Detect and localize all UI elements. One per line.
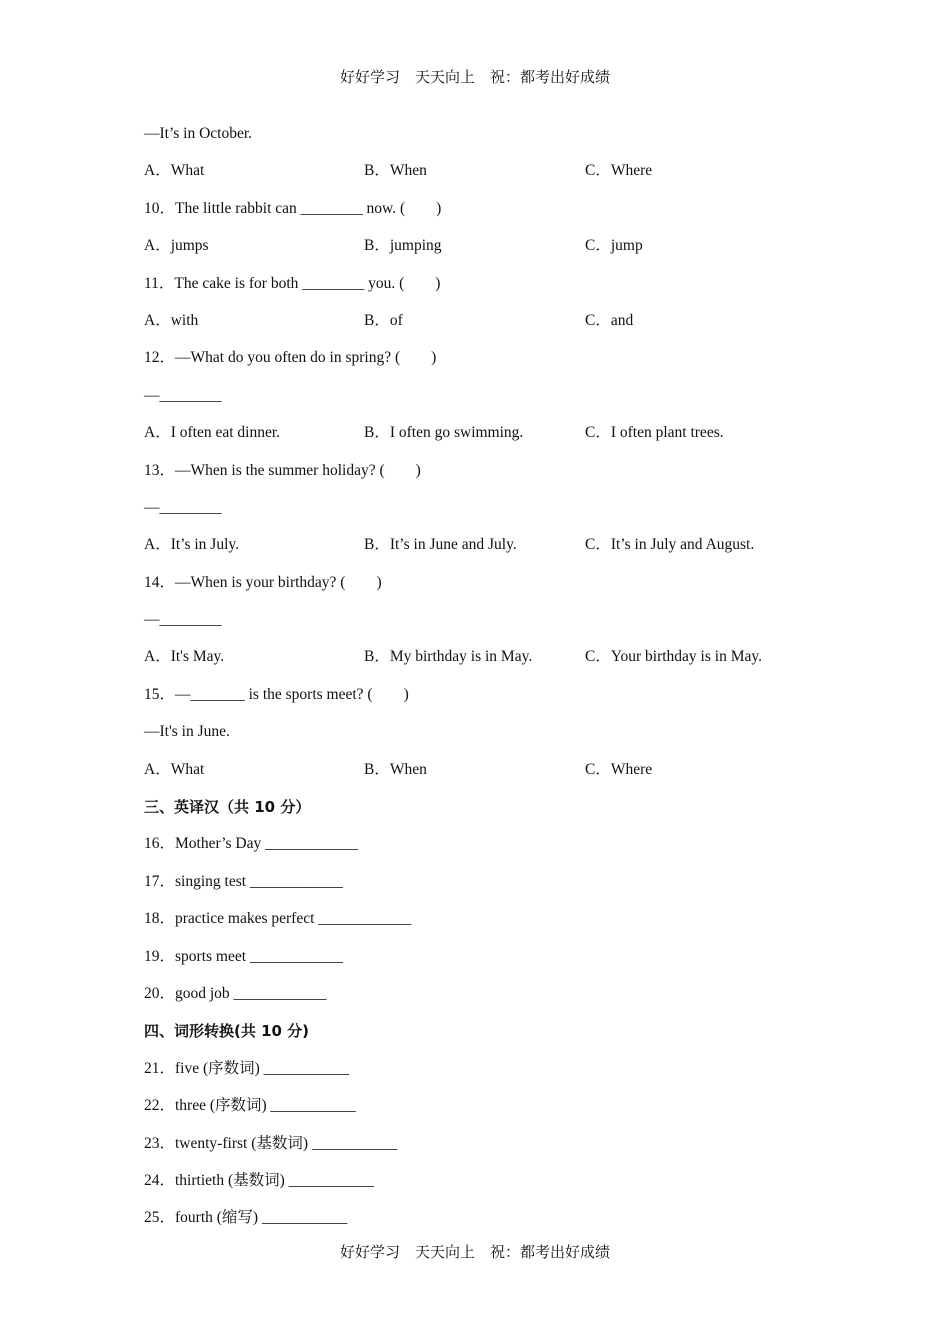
answer-options-row: [144, 311, 824, 348]
answer-options-row: [144, 236, 824, 273]
answer-option-c: C．I often plant trees.: [585, 424, 724, 442]
question-line: 14．—When is your birthday? ( ): [144, 573, 382, 591]
question-line: 13．—When is the summer holiday? ( ): [144, 461, 421, 479]
answer-option-b: B．When: [364, 162, 427, 180]
answer-options-row: [144, 423, 824, 460]
page-footer: 好好学习 天天向上 祝：都考出好成绩: [339, 1243, 610, 1261]
question-line: —It’s in October.: [144, 125, 253, 142]
answer-option-c: C．Where: [585, 162, 653, 180]
question-line: 23．twenty-first (基数词) ___________: [144, 1134, 398, 1152]
question-line: 24．thirtieth (基数词) ___________: [144, 1171, 374, 1189]
page-header: 好好学习 天天向上 祝：都考出好成绩: [339, 68, 610, 86]
question-line: 21．five (序数词) ___________: [144, 1059, 349, 1077]
answer-options-row: [144, 647, 824, 684]
answer-option-a: A．What: [144, 162, 205, 180]
answer-option-c: C．It’s in July and August.: [585, 536, 755, 554]
answer-option-b: B．When: [364, 760, 427, 778]
question-line: 11．The cake is for both ________ you. ( ): [144, 274, 441, 292]
question-line: —________: [144, 611, 222, 629]
answer-option-a: A．It's May.: [144, 648, 225, 666]
answer-option-a: A．It’s in July.: [144, 536, 240, 554]
question-line: —________: [144, 386, 222, 404]
section-heading: 四、词形转换(共 10 分): [144, 1022, 310, 1041]
answer-option-c: C．Your birthday is in May.: [585, 648, 762, 666]
question-line: 18．practice makes perfect ____________: [144, 910, 412, 928]
question-line: 20．good job ____________: [144, 984, 327, 1002]
question-line: 17．singing test ____________: [144, 872, 343, 890]
answer-option-b: B．It’s in June and July.: [364, 536, 517, 554]
answer-option-a: A．What: [144, 760, 205, 778]
question-line: 12．—What do you often do in spring? ( ): [144, 349, 437, 367]
question-line: 10．The little rabbit can ________ now. ( ): [144, 199, 442, 217]
question-line: 22．three (序数词) ___________: [144, 1097, 356, 1115]
answer-option-c: C．jump: [585, 237, 643, 255]
section-heading: 三、英译汉（共 10 分）: [144, 798, 311, 817]
answer-option-a: A．I often eat dinner.: [144, 424, 281, 442]
answer-options-row: [144, 760, 824, 797]
answer-option-b: B．jumping: [364, 237, 442, 255]
answer-options-row: [144, 161, 824, 198]
question-line: 19．sports meet ____________: [144, 947, 343, 965]
question-line: 15．—_______ is the sports meet? ( ): [144, 685, 409, 703]
answer-option-c: C．and: [585, 311, 634, 329]
answer-option-c: C．Where: [585, 760, 653, 778]
answer-option-a: A．with: [144, 311, 199, 329]
answer-option-a: A．jumps: [144, 237, 209, 255]
question-line: —________: [144, 498, 222, 516]
worksheet-content: [144, 124, 824, 1246]
answer-option-b: B．of: [364, 311, 403, 329]
question-line: —It's in June.: [144, 723, 230, 741]
answer-option-b: B．My birthday is in May.: [364, 648, 533, 666]
question-line: 16．Mother’s Day ____________: [144, 835, 359, 853]
answer-option-b: B．I often go swimming.: [364, 424, 524, 442]
answer-options-row: [144, 535, 824, 572]
question-line: 25．fourth (缩写) ___________: [144, 1209, 348, 1227]
